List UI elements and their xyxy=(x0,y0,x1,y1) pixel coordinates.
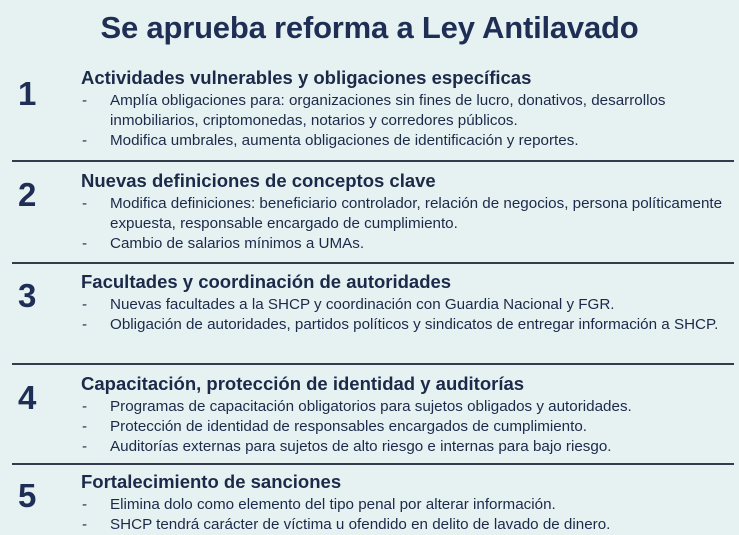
list-item xyxy=(81,131,736,151)
section-number: 2 xyxy=(18,176,37,213)
bullet-text: Modifica definiciones: beneficiario controlador, relación de negocios, persona políticamente expuesta, responsable encargado de cumplimiento. xyxy=(110,195,723,232)
bullet-list xyxy=(81,397,736,457)
bullet-text: SHCP tendrá carácter de víctima u ofendido en delito de lavado de dinero. xyxy=(110,516,611,533)
bullet-list xyxy=(81,91,736,151)
list-item xyxy=(81,315,736,335)
section-title: Nuevas definiciones de conceptos clave xyxy=(81,170,436,191)
section-number: 4 xyxy=(18,379,37,416)
bullet-text: Amplía obligaciones para: organizaciones sin fines de lucro, donativos, desarrollos inmobiliarios, criptomonedas, notarios y corredores públicos. xyxy=(110,92,666,129)
bullet-text: Protección de identidad de responsables encargados de cumplimiento. xyxy=(110,418,588,435)
bullet-text: Elimina dolo como elemento del tipo penal por alterar información. xyxy=(110,496,556,513)
section-divider xyxy=(12,463,734,465)
bullet-text: Cambio de salarios mínimos a UMAs. xyxy=(110,235,365,252)
bullet-text: Auditorías externas para sujetos de alto riesgo e internas para bajo riesgo. xyxy=(110,438,612,455)
bullet-dash: - xyxy=(82,516,88,533)
page-title: Se aprueba reforma a Ley Antilavado xyxy=(100,10,639,45)
list-item xyxy=(81,515,736,535)
bullet-text: Obligación de autoridades, partidos políticos y sindicatos de entregar información a SHCP. xyxy=(110,316,719,333)
list-item xyxy=(81,437,736,457)
section-number: 3 xyxy=(18,277,37,314)
bullet-dash: - xyxy=(82,438,88,455)
bullet-dash: - xyxy=(82,316,88,333)
bullet-dash: - xyxy=(82,398,88,415)
bullet-dash: - xyxy=(82,92,88,109)
list-item xyxy=(81,397,736,417)
bullet-dash: - xyxy=(82,496,88,513)
section-number: 1 xyxy=(18,75,37,112)
bullet-text: Programas de capacitación obligatorios para sujetos obligados y autoridades. xyxy=(110,398,632,415)
section-number: 5 xyxy=(18,477,37,514)
bullet-list xyxy=(81,295,736,335)
bullet-text: Modifica umbrales, aumenta obligaciones de identificación y reportes. xyxy=(110,132,579,149)
section-title: Fortalecimiento de sanciones xyxy=(81,471,342,492)
bullet-list xyxy=(81,495,736,535)
section-divider xyxy=(12,262,734,264)
section-title: Capacitación, protección de identidad y auditorías xyxy=(81,373,525,394)
list-item xyxy=(81,234,736,254)
list-item xyxy=(81,91,736,131)
bullet-dash: - xyxy=(82,235,88,252)
bullet-dash: - xyxy=(82,195,88,212)
list-item xyxy=(81,295,736,315)
list-item xyxy=(81,495,736,515)
bullet-dash: - xyxy=(82,132,88,149)
bullet-dash: - xyxy=(82,296,88,313)
section-divider xyxy=(12,160,734,162)
section-divider xyxy=(12,363,734,365)
bullet-list xyxy=(81,194,736,254)
bullet-dash: - xyxy=(82,418,88,435)
section-title: Actividades vulnerables y obligaciones específicas xyxy=(81,67,532,88)
bullet-text: Nuevas facultades a la SHCP y coordinación con Guardia Nacional y FGR. xyxy=(110,296,615,313)
list-item xyxy=(81,417,736,437)
section-title: Facultades y coordinación de autoridades xyxy=(81,271,452,292)
list-item xyxy=(81,194,736,234)
